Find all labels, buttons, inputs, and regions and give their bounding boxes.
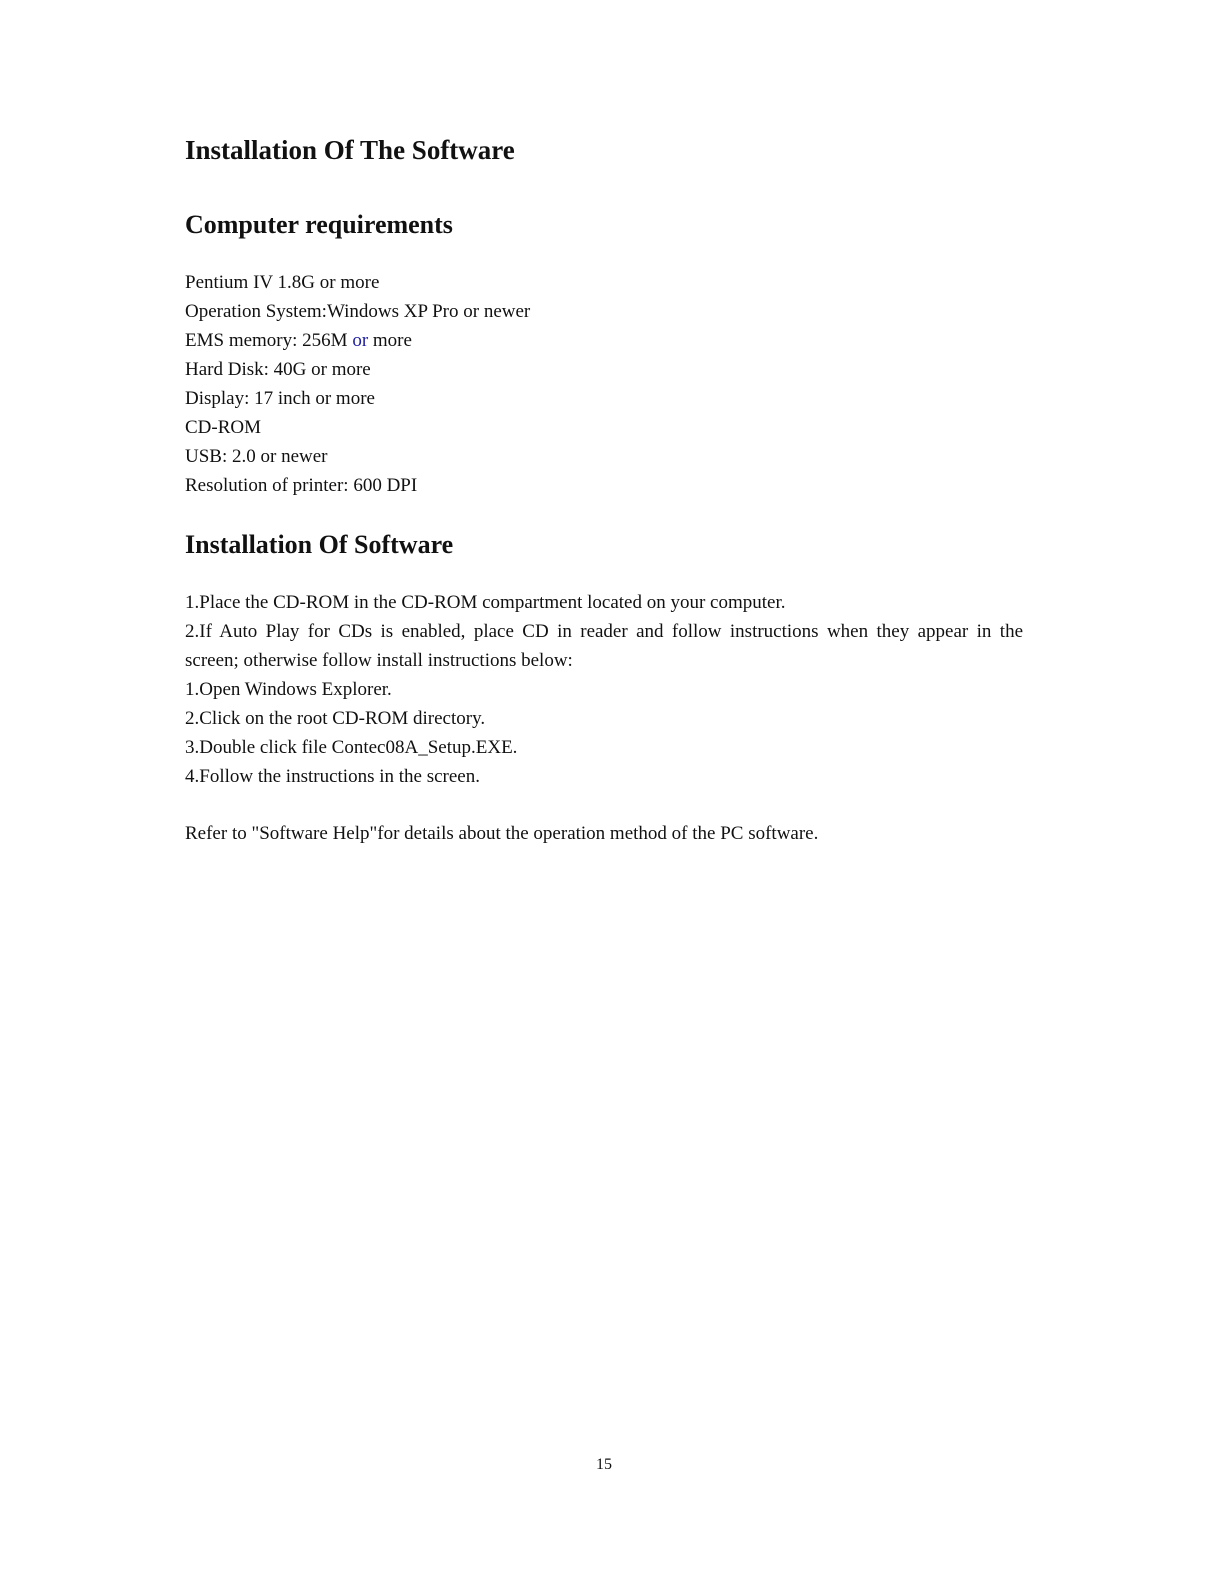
step-line: 4.Follow the instructions in the screen.: [185, 766, 480, 787]
requirement-memory: [185, 326, 1023, 355]
installation-steps: [185, 588, 1023, 791]
step-line: 2.Click on the root CD-ROM directory.: [185, 708, 486, 729]
requirement-memory-highlight: or: [352, 330, 369, 351]
requirement-hard-disk: Hard Disk: 40G or more: [185, 359, 371, 380]
computer-requirements-heading: Computer requirements: [185, 210, 453, 239]
step-line: 1.Place the CD-ROM in the CD-ROM compartment located on your computer.: [185, 592, 786, 613]
step-line: screen; otherwise follow install instructions below:: [185, 650, 573, 671]
requirement-display: Display: 17 inch or more: [185, 388, 375, 409]
page-title: Installation Of The Software: [185, 135, 515, 165]
page-number: 15: [596, 1456, 612, 1473]
requirement-cpu: Pentium IV 1.8G or more: [185, 272, 380, 293]
software-help-note-text: Refer to "Software Help"for details about the operation method of the PC software.: [185, 823, 819, 844]
requirements-list: [185, 268, 1023, 500]
requirement-printer: Resolution of printer: 600 DPI: [185, 475, 418, 496]
step-line: 1.Open Windows Explorer.: [185, 679, 392, 700]
step-line: 3.Double click file Contec08A_Setup.EXE.: [185, 737, 518, 758]
requirement-os: Operation System:Windows XP Pro or newer: [185, 301, 531, 322]
installation-heading: Installation Of Software: [185, 530, 454, 559]
document-page: [185, 0, 1023, 1582]
step-line: 2.If Auto Play for CDs is enabled, place CD in reader and follow instructions when they appear in the: [185, 621, 1023, 642]
requirement-memory-prefix: EMS memory: 256M: [185, 330, 353, 351]
requirement-cdrom: CD-ROM: [185, 417, 262, 438]
software-help-note: [185, 819, 1023, 848]
requirement-usb: USB: 2.0 or newer: [185, 446, 328, 467]
requirement-memory-suffix: more: [368, 330, 412, 351]
